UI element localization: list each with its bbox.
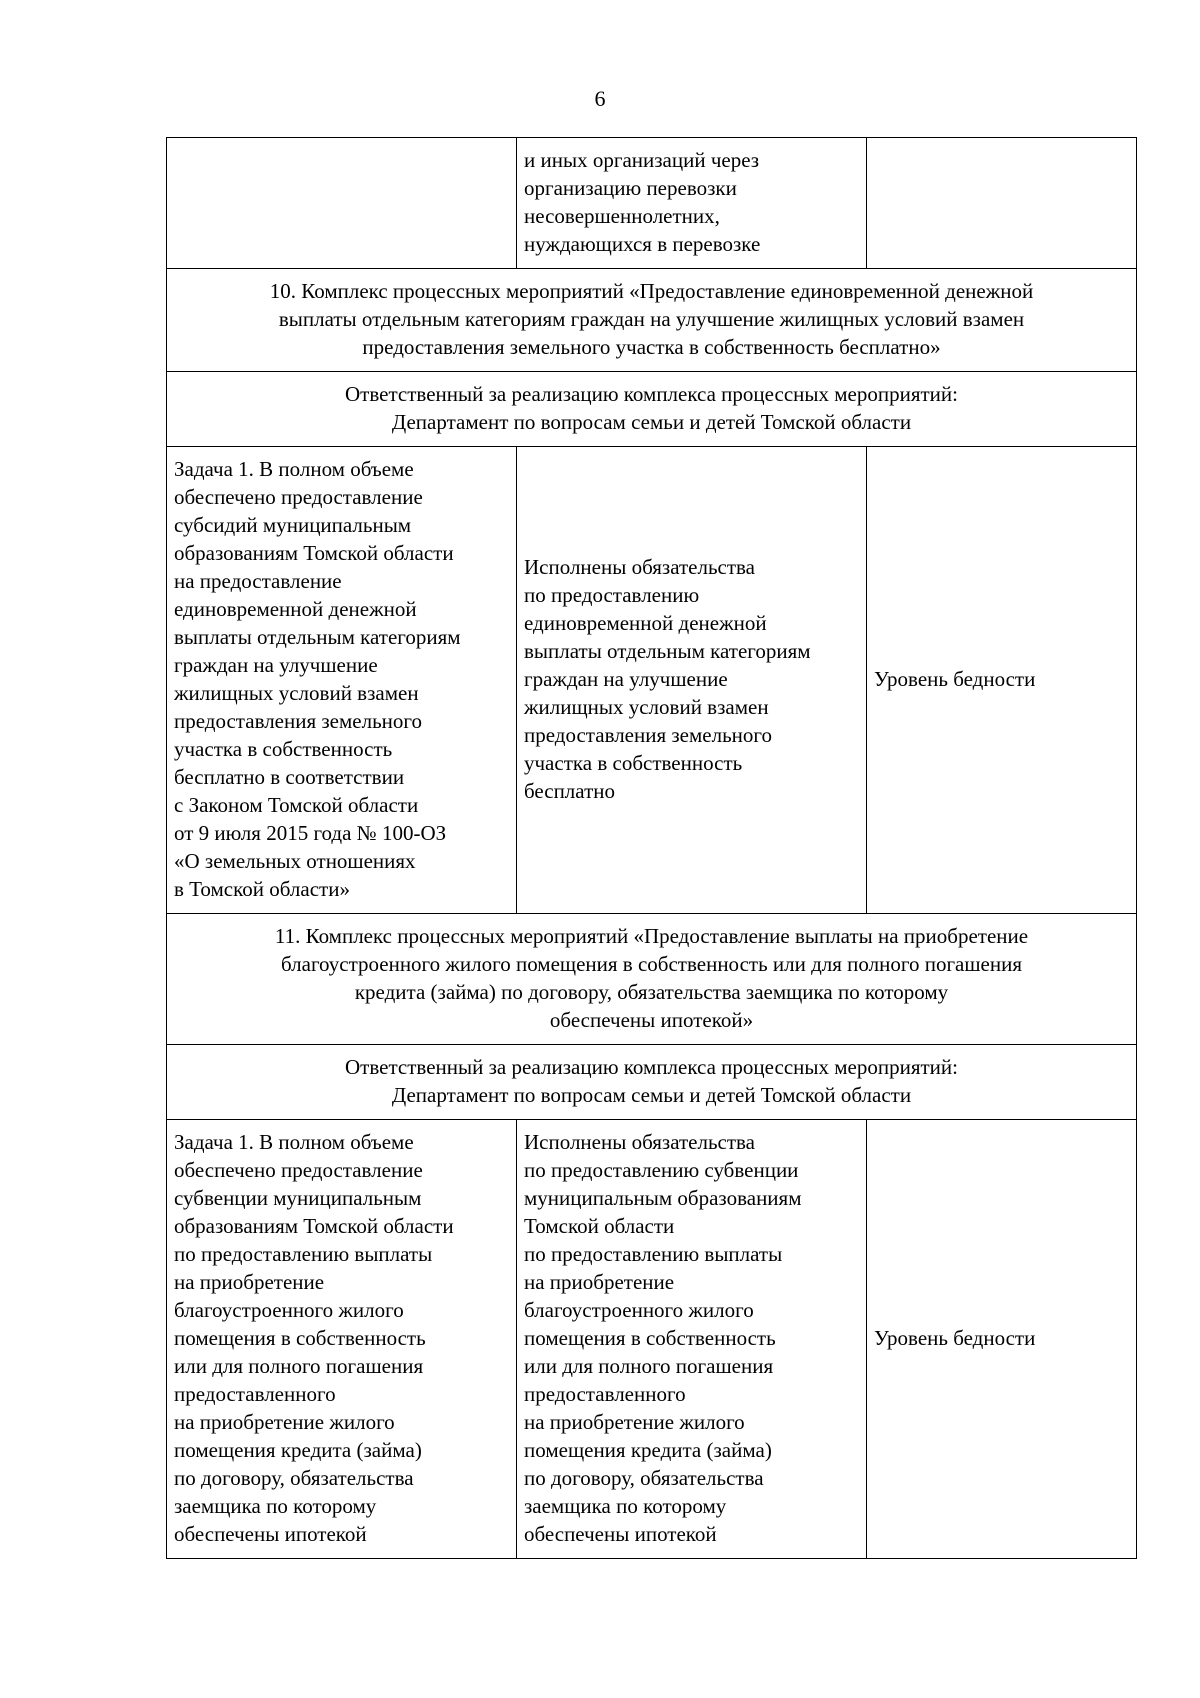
text-line: выплаты отдельным категориям <box>524 639 811 663</box>
text-line: Задача 1. В полном объеме <box>174 1130 414 1154</box>
text-line: предоставления земельного <box>524 723 773 747</box>
text-line: жилищных условий взамен <box>174 681 419 705</box>
section-10-title <box>167 269 1137 372</box>
text-line: с Законом Томской области <box>174 793 419 817</box>
text-line: предоставления земельного участка в собственность бесплатно» <box>362 335 941 359</box>
text-line: Задача 1. В полном объеме <box>174 457 414 481</box>
text-line: единовременной денежной <box>524 611 767 635</box>
text-line: по предоставлению <box>524 583 700 607</box>
text-line: помещения кредита (займа) <box>174 1438 422 1462</box>
text-line: Исполнены обязательства <box>524 1130 755 1154</box>
text-line: «О земельных отношениях <box>174 849 416 873</box>
section-11-title-row <box>167 914 1137 1045</box>
measures-table <box>166 137 1137 1559</box>
text-line: в Томской области» <box>174 877 350 901</box>
text-line: заемщика по которому <box>524 1494 727 1518</box>
section-10-result-cell <box>517 447 867 914</box>
text-line: жилищных условий взамен <box>524 695 769 719</box>
table-cell-empty <box>167 138 517 269</box>
indicator-text: Уровень бедности <box>874 667 1036 691</box>
text-line: муниципальным образованиям <box>524 1186 802 1210</box>
text-line: участка в собственность <box>524 751 743 775</box>
section-11-indicator-cell <box>867 1120 1137 1559</box>
text-line: благоустроенного жилого <box>524 1298 754 1322</box>
text-line: обеспечено предоставление <box>174 485 423 509</box>
text-line: обеспечено предоставление <box>174 1158 423 1182</box>
text-line: 10. Комплекс процессных мероприятий «Предоставление единовременной денежной <box>269 279 1034 303</box>
text-line: помещения кредита (займа) <box>524 1438 772 1462</box>
text-line: Ответственный за реализацию комплекса процессных мероприятий: <box>345 382 958 406</box>
text-line: предоставленного <box>524 1382 686 1406</box>
text-line: предоставленного <box>174 1382 336 1406</box>
text-line: единовременной денежной <box>174 597 417 621</box>
text-line: нуждающихся в перевозке <box>524 232 761 256</box>
section-11-task-cell <box>167 1120 517 1559</box>
text-line: Ответственный за реализацию комплекса процессных мероприятий: <box>345 1055 958 1079</box>
text-line: бесплатно <box>524 779 615 803</box>
section-11-responsible-row <box>167 1045 1137 1120</box>
text-line: граждан на улучшение <box>524 667 728 691</box>
text-line: организацию перевозки <box>524 176 737 200</box>
section-10-task-row <box>167 447 1137 914</box>
text-line: на предоставление <box>174 569 342 593</box>
section-10-task-cell <box>167 447 517 914</box>
text-line: по предоставлению выплаты <box>174 1242 433 1266</box>
text-line: помещения в собственность <box>524 1326 776 1350</box>
text-line: граждан на улучшение <box>174 653 378 677</box>
text-line: субсидий муниципальным <box>174 513 412 537</box>
table-cell-empty <box>867 138 1137 269</box>
text-line: заемщика по которому <box>174 1494 377 1518</box>
text-line: на приобретение жилого <box>174 1410 395 1434</box>
text-line: на приобретение <box>524 1270 675 1294</box>
text-line: несовершеннолетних, <box>524 204 720 228</box>
section-11-title <box>167 914 1137 1045</box>
text-line: 11. Комплекс процессных мероприятий «Предоставление выплаты на приобретение <box>274 924 1029 948</box>
text-line: по предоставлению выплаты <box>524 1242 783 1266</box>
text-line: Томской области <box>524 1214 675 1238</box>
text-line: Департамент по вопросам семьи и детей Томской области <box>391 1083 912 1107</box>
text-line: по договору, обязательства <box>524 1466 764 1490</box>
continuation-text-cell <box>517 138 867 269</box>
section-10-responsible <box>167 372 1137 447</box>
indicator-text: Уровень бедности <box>874 1326 1036 1350</box>
section-11-task-row <box>167 1120 1137 1559</box>
page-number: 6 <box>594 86 606 111</box>
text-line: на приобретение <box>174 1270 325 1294</box>
text-line: благоустроенного жилого помещения в собственность или для полного погашения <box>281 952 1022 976</box>
text-line: Департамент по вопросам семьи и детей Томской области <box>391 410 912 434</box>
section-10-responsible-row <box>167 372 1137 447</box>
text-line: субвенции муниципальным <box>174 1186 422 1210</box>
text-line: по предоставлению субвенции <box>524 1158 799 1182</box>
text-line: Исполнены обязательства <box>524 555 755 579</box>
text-line: или для полного погашения <box>174 1354 424 1378</box>
text-line: образованиям Томской области <box>174 1214 454 1238</box>
section-10-title-row <box>167 269 1137 372</box>
text-line: выплаты отдельным категориям <box>174 625 461 649</box>
text-line: предоставления земельного <box>174 709 423 733</box>
text-line: благоустроенного жилого <box>174 1298 404 1322</box>
text-line: помещения в собственность <box>174 1326 426 1350</box>
text-line: и иных организаций через <box>524 148 760 172</box>
text-line: обеспечены ипотекой <box>174 1522 367 1546</box>
text-line: кредита (займа) по договору, обязательства заемщика по которому <box>354 980 949 1004</box>
text-line: или для полного погашения <box>524 1354 774 1378</box>
text-line: выплаты отдельным категориям граждан на улучшение жилищных условий взамен <box>278 307 1025 331</box>
section-11-responsible <box>167 1045 1137 1120</box>
text-line: обеспечены ипотекой» <box>549 1008 754 1032</box>
text-line: обеспечены ипотекой <box>524 1522 717 1546</box>
text-line: по договору, обязательства <box>174 1466 414 1490</box>
section-11-result-cell <box>517 1120 867 1559</box>
text-line: образованиям Томской области <box>174 541 454 565</box>
text-line: бесплатно в соответствии <box>174 765 405 789</box>
table-row-continuation <box>167 138 1137 269</box>
text-line: на приобретение жилого <box>524 1410 745 1434</box>
section-10-indicator-cell <box>867 447 1137 914</box>
text-line: участка в собственность <box>174 737 393 761</box>
text-line: от 9 июля 2015 года № 100-ОЗ <box>174 821 447 845</box>
